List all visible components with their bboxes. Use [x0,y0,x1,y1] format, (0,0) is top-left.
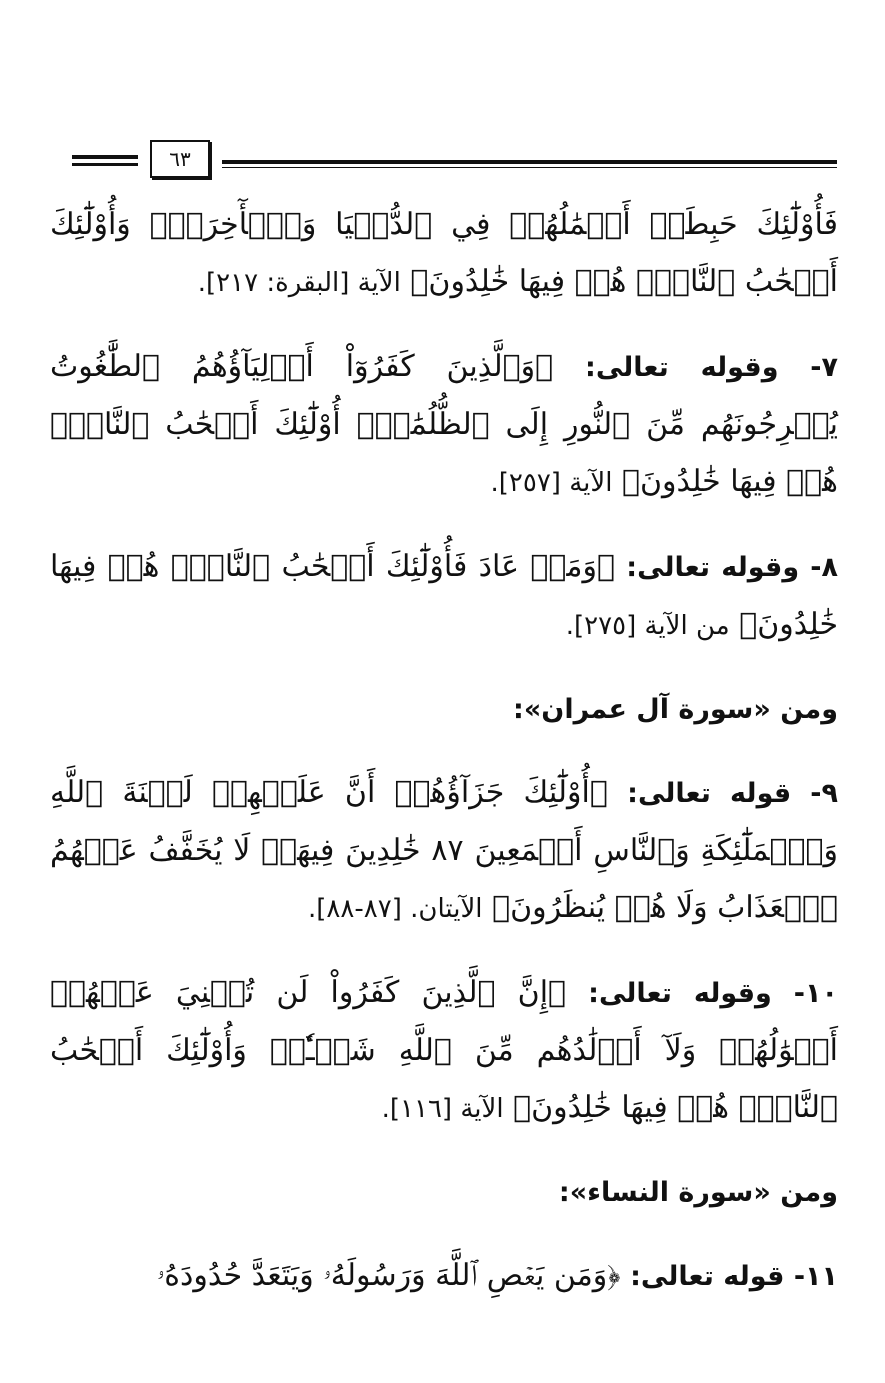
quran-verse: ﴿أُوْلَٰٓئِكَ جَزَآؤُهُمۡ أَنَّ عَلَيۡهِمۡ لَعۡنَةَ ٱللَّهِ وَٱلۡمَلَٰٓئِكَةِ وَٱلنَّاسِ أَجۡمَعِينَ ٨٧ خَٰلِدِينَ فِيهَاۖ لَا يُخَفَّفُ عَنۡهُمُ ٱلۡعَذَابُ وَلَا هُمۡ يُنظَرُونَ﴾ [50,775,839,925]
item-label: ٨- وقوله تعالى: [626,552,838,583]
page-number: ٦٣ [150,140,210,178]
paragraph-7 [50,338,838,512]
section-heading-al-imran: ومن «سورة آل عمران»: [513,694,838,725]
header-rule-short [72,155,138,166]
paragraph-10 [50,964,838,1138]
verse-reference: من الآية [٢٧٥]. [565,611,730,641]
quran-verse: فَأُوْلَٰٓئِكَ حَبِطَتۡ أَعۡمَٰلُهُمۡ فِي ٱلدُّنۡيَا وَٱلۡأٓخِرَةِۖ وَأُوْلَٰٓئِكَ أَصۡحَٰبُ ٱلنَّارِۖ هُمۡ فِيهَا خَٰلِدُونَ﴾ [50,207,838,299]
paragraph-11 [50,1247,838,1305]
section-heading-an-nisa: ومن «سورة النساء»: [558,1177,838,1208]
verse-reference: الآيتان. [٨٧-٨٨]. [308,894,483,924]
paragraph-8 [50,538,838,655]
quran-verse: ﴿وَمَن يَعۡصِ ٱللَّهَ وَرَسُولَهُۥ وَيَتَعَدَّ حُدُودَهُۥ [156,1258,621,1293]
paragraph-9 [50,764,838,938]
verse-reference: الآية [١١٦]. [381,1094,504,1124]
item-label: ١١- قوله تعالى: [630,1261,838,1292]
quran-verse: ﴿وَٱلَّذِينَ كَفَرُوٓاْ أَوۡلِيَآؤُهُمُ ٱلطَّٰغُوتُ يُخۡرِجُونَهُم مِّنَ ٱلنُّورِ إِلَى ٱلظُّلُمَٰتِۗ أُوْلَٰٓئِكَ أَصۡحَٰبُ ٱلنَّارِۖ هُمۡ فِيهَا خَٰلِدُونَ﴾ [50,349,838,499]
item-label: ١٠- وقوله تعالى: [588,978,838,1009]
verse-reference: الآية [٢٥٧]. [490,468,613,498]
item-label: ٧- وقوله تعالى: [585,352,838,383]
verse-reference: الآية [البقرة: ٢١٧]. [197,268,401,298]
quran-verse: ﴿إِنَّ ٱلَّذِينَ كَفَرُواْ لَن تُغۡنِيَ عَنۡهُمۡ أَمۡوَٰلُهُمۡ وَلَآ أَوۡلَٰدُهُم مِّنَ ٱللَّهِ شَيۡـٔٗاۖ وَأُوْلَٰٓئِكَ أَصۡحَٰبُ ٱلنَّارِۖ هُمۡ فِيهَا خَٰلِدُونَ﴾ [50,975,838,1125]
item-label: ٩- قوله تعالى: [627,778,838,809]
quran-verse: ﴿وَمَنۡ عَادَ فَأُوْلَٰٓئِكَ أَصۡحَٰبُ ٱلنَّارِۖ هُمۡ فِيهَا خَٰلِدُونَ﴾ [50,549,838,642]
header-rule-long [222,160,837,168]
page-body [50,196,838,1331]
page-header [0,138,885,182]
paragraph-1 [50,196,838,312]
